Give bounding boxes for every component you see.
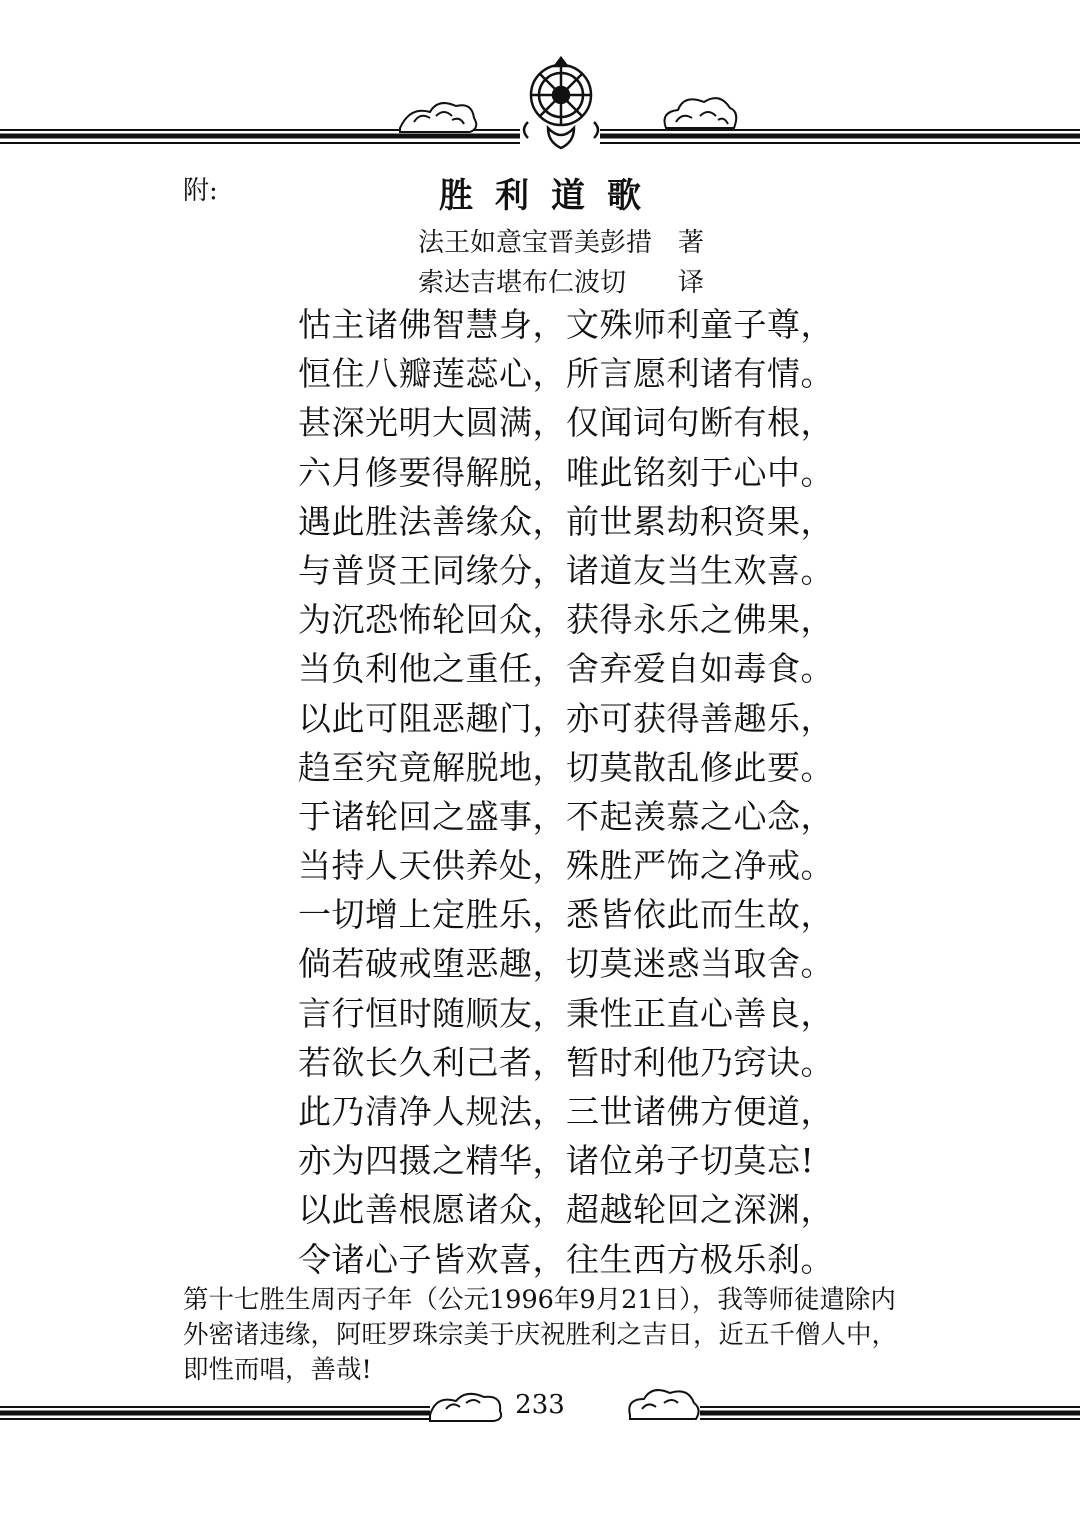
verse-line: 倘若破戒堕恶趣，切莫迷惑当取舍。 — [298, 944, 834, 984]
colophon-line: 外密诸违缘，阿旺罗珠宗美于庆祝胜利之吉日，近五千僧人中， — [183, 1320, 898, 1350]
verse-line: 怙主诸佛智慧身，文殊师利童子尊， — [298, 305, 834, 344]
header-rule-right — [600, 130, 1080, 143]
verse-line: 亦为四摄之精华，诸位弟子切莫忘! — [298, 1141, 815, 1181]
verse-line: 六月修要得解脱，唯此铭刻于心中。 — [298, 452, 834, 492]
colophon-line: 第十七胜生周丙子年（公元1996年9月21日），我等师徒遣除内 — [183, 1285, 896, 1315]
translator-line: 索达吉堪布仁波切 译 — [418, 268, 705, 298]
colophon-line: 即性而唱，善哉! — [183, 1355, 372, 1385]
appendix-label: 附: — [183, 176, 218, 206]
verse-line: 甚深光明大圆满，仅闻词句断有根， — [298, 403, 834, 443]
verse-line: 于诸轮回之盛事，不起羡慕之心念， — [298, 796, 834, 836]
header-ornament — [0, 50, 1080, 160]
verse-line: 趋至究竟解脱地，切莫散乱修此要。 — [298, 747, 834, 787]
colophon — [183, 1283, 963, 1388]
verse-line: 与普贤王同缘分，诸道友当生欢喜。 — [298, 550, 834, 590]
verse-block — [298, 300, 858, 1284]
author-line: 法王如意宝晋美彭措 著 — [418, 228, 705, 258]
page-number: 233 — [515, 1390, 565, 1420]
verse-line: 以此可阻恶趣门，亦可获得善趣乐， — [298, 698, 834, 738]
verse-line: 当负利他之重任，舍弃爱自如毒食。 — [298, 649, 834, 689]
page-title: 胜利道歌 — [439, 176, 663, 216]
verse-line: 若欲长久利己者，暂时利他乃窍诀。 — [298, 1042, 834, 1082]
verse-line: 遇此胜法善缘众，前世累劫积资果， — [298, 501, 834, 541]
dharma-wheel-icon — [524, 58, 598, 148]
verse-line: 恒住八瓣莲蕊心，所言愿利诸有情。 — [298, 354, 834, 394]
verse-line: 为沉恐怖轮回众，获得永乐之佛果， — [298, 600, 834, 640]
verse-line: 一切增上定胜乐，悉皆依此而生故， — [298, 895, 834, 935]
cloud-scroll-icon — [665, 98, 737, 128]
cloud-scroll-icon — [400, 103, 476, 132]
verse-line: 令诸心子皆欢喜，往生西方极乐刹。 — [298, 1239, 834, 1279]
verse-line: 此乃清净人规法，三世诸佛方便道， — [298, 1092, 834, 1131]
verse-line: 言行恒时随顺友，秉性正直心善良， — [298, 993, 834, 1033]
verse-line: 当持人天供养处，殊胜严饰之净戒。 — [298, 846, 834, 886]
verse-line: 以此善根愿诸众，超越轮回之深渊， — [298, 1190, 834, 1230]
